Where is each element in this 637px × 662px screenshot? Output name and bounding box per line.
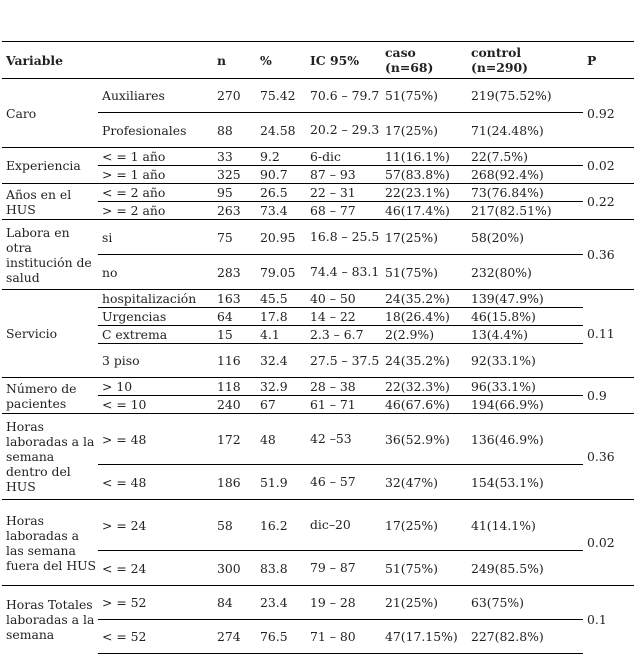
control-cell: 63(75%) — [467, 586, 583, 620]
variable-cell: Labora en otra institución de salud — [2, 220, 98, 290]
control-cell: 58(20%) — [467, 220, 583, 255]
pct-cell: 73.4 — [256, 202, 306, 220]
control-cell: 96(33.1%) — [467, 378, 583, 396]
control-cell: 268(92.4%) — [467, 166, 583, 184]
p-value-cell: 0.1 — [583, 586, 634, 654]
n-cell: 263 — [213, 202, 256, 220]
variable-cell: Horas laboradas a las semana fuera del HUS — [2, 500, 98, 586]
n-cell: 270 — [213, 79, 256, 113]
category-cell: < = 1 año — [98, 148, 213, 166]
table-row — [2, 220, 634, 255]
results-table — [2, 41, 634, 654]
n-cell: 58 — [213, 500, 256, 551]
ic-cell: 2.3 – 6.7 — [306, 326, 381, 344]
p-value-cell: 0.22 — [583, 184, 634, 220]
n-cell: 64 — [213, 308, 256, 326]
control-cell: 232(80%) — [467, 255, 583, 290]
caso-cell: 51(75%) — [381, 255, 467, 290]
caso-cell: 32(47%) — [381, 465, 467, 500]
pct-cell: 48 — [256, 414, 306, 465]
header-caso: caso (n=68) — [381, 42, 467, 79]
control-cell: 249(85.5%) — [467, 551, 583, 586]
variable-cell: Años en el HUS — [2, 184, 98, 220]
ic-cell: 28 – 38 — [306, 378, 381, 396]
table-row — [2, 290, 634, 308]
control-cell: 71(24.48%) — [467, 113, 583, 148]
pct-cell: 75.42 — [256, 79, 306, 113]
pct-cell: 67 — [256, 396, 306, 414]
caso-cell: 17(25%) — [381, 113, 467, 148]
category-cell: Profesionales — [98, 113, 213, 148]
category-cell: < = 24 — [98, 551, 213, 586]
category-cell: Auxiliares — [98, 79, 213, 113]
n-cell: 274 — [213, 620, 256, 654]
variable-cell: Caro — [2, 79, 98, 148]
n-cell: 84 — [213, 586, 256, 620]
pct-cell: 90.7 — [256, 166, 306, 184]
category-cell: si — [98, 220, 213, 255]
p-value-cell: 0.02 — [583, 500, 634, 586]
caso-cell: 22(23.1%) — [381, 184, 467, 202]
n-cell: 15 — [213, 326, 256, 344]
header-variable: Variable — [2, 42, 213, 79]
control-cell: 22(7.5%) — [467, 148, 583, 166]
ic-cell: 42 –53 — [306, 414, 381, 465]
n-cell: 95 — [213, 184, 256, 202]
header-n: n — [213, 42, 256, 79]
category-cell: > = 24 — [98, 500, 213, 551]
caso-cell: 2(2.9%) — [381, 326, 467, 344]
n-cell: 172 — [213, 414, 256, 465]
pct-cell: 20.95 — [256, 220, 306, 255]
table-row — [2, 500, 634, 551]
p-value-cell: 0.36 — [583, 220, 634, 290]
control-cell: 194(66.9%) — [467, 396, 583, 414]
ic-cell: 22 – 31 — [306, 184, 381, 202]
pct-cell: 17.8 — [256, 308, 306, 326]
control-cell: 92(33.1%) — [467, 344, 583, 378]
control-cell: 73(76.84%) — [467, 184, 583, 202]
category-cell: > 10 — [98, 378, 213, 396]
n-cell: 116 — [213, 344, 256, 378]
table-row — [2, 378, 634, 396]
control-cell: 217(82.51%) — [467, 202, 583, 220]
caso-cell: 24(35.2%) — [381, 290, 467, 308]
category-cell: < = 52 — [98, 620, 213, 654]
table-row — [2, 414, 634, 465]
caso-cell: 46(17.4%) — [381, 202, 467, 220]
table-row — [2, 586, 634, 620]
ic-cell: 6-dic — [306, 148, 381, 166]
ic-cell: dic–20 — [306, 500, 381, 551]
control-cell: 136(46.9%) — [467, 414, 583, 465]
p-value-cell: 0.36 — [583, 414, 634, 500]
control-cell: 13(4.4%) — [467, 326, 583, 344]
pct-cell: 24.58 — [256, 113, 306, 148]
pct-cell: 79.05 — [256, 255, 306, 290]
control-cell: 41(14.1%) — [467, 500, 583, 551]
pct-cell: 76.5 — [256, 620, 306, 654]
ic-cell: 61 – 71 — [306, 396, 381, 414]
header-row — [2, 42, 634, 79]
category-cell: hospitalización — [98, 290, 213, 308]
n-cell: 186 — [213, 465, 256, 500]
ic-cell: 71 – 80 — [306, 620, 381, 654]
header-pct: % — [256, 42, 306, 79]
ic-cell: 74.4 – 83.1 — [306, 255, 381, 290]
caso-cell: 24(35.2%) — [381, 344, 467, 378]
table-row — [2, 148, 634, 166]
variable-cell: Número de pacientes — [2, 378, 98, 414]
pct-cell: 51.9 — [256, 465, 306, 500]
n-cell: 75 — [213, 220, 256, 255]
p-value-cell: 0.9 — [583, 378, 634, 414]
ic-cell: 40 – 50 — [306, 290, 381, 308]
category-cell: no — [98, 255, 213, 290]
p-value-cell: 0.92 — [583, 79, 634, 148]
ic-cell: 27.5 – 37.5 — [306, 344, 381, 378]
category-cell: < = 2 año — [98, 184, 213, 202]
variable-cell: Servicio — [2, 290, 98, 378]
p-value-cell: 0.02 — [583, 148, 634, 184]
table-body — [2, 79, 634, 654]
ic-cell: 16.8 – 25.5 — [306, 220, 381, 255]
n-cell: 283 — [213, 255, 256, 290]
category-cell: > = 52 — [98, 586, 213, 620]
caso-cell: 46(67.6%) — [381, 396, 467, 414]
ic-cell: 14 – 22 — [306, 308, 381, 326]
pct-cell: 26.5 — [256, 184, 306, 202]
ic-cell: 70.6 – 79.7 — [306, 79, 381, 113]
table-row — [2, 79, 634, 113]
ic-cell: 19 – 28 — [306, 586, 381, 620]
caso-cell: 21(25%) — [381, 586, 467, 620]
header-p: P — [583, 42, 634, 79]
category-cell: > = 1 año — [98, 166, 213, 184]
ic-cell: 20.2 – 29.3 — [306, 113, 381, 148]
category-cell: < = 10 — [98, 396, 213, 414]
category-cell: Urgencias — [98, 308, 213, 326]
caso-cell: 57(83.8%) — [381, 166, 467, 184]
ic-cell: 79 – 87 — [306, 551, 381, 586]
category-cell: C extrema — [98, 326, 213, 344]
n-cell: 240 — [213, 396, 256, 414]
category-cell: 3 piso — [98, 344, 213, 378]
pct-cell: 32.4 — [256, 344, 306, 378]
category-cell: > = 2 año — [98, 202, 213, 220]
caso-cell: 36(52.9%) — [381, 414, 467, 465]
n-cell: 118 — [213, 378, 256, 396]
n-cell: 88 — [213, 113, 256, 148]
p-value-cell: 0.11 — [583, 290, 634, 378]
control-cell: 139(47.9%) — [467, 290, 583, 308]
control-cell: 227(82.8%) — [467, 620, 583, 654]
caso-cell: 18(26.4%) — [381, 308, 467, 326]
caso-cell: 51(75%) — [381, 551, 467, 586]
caso-cell: 11(16.1%) — [381, 148, 467, 166]
pct-cell: 4.1 — [256, 326, 306, 344]
ic-cell: 68 – 77 — [306, 202, 381, 220]
n-cell: 325 — [213, 166, 256, 184]
variable-cell: Horas laboradas a la semana dentro del HUS — [2, 414, 98, 500]
n-cell: 163 — [213, 290, 256, 308]
caso-cell: 47(17.15%) — [381, 620, 467, 654]
table-row — [2, 184, 634, 202]
pct-cell: 32.9 — [256, 378, 306, 396]
variable-cell: Horas Totales laboradas a la semana — [2, 586, 98, 654]
ic-cell: 46 – 57 — [306, 465, 381, 500]
category-cell: < = 48 — [98, 465, 213, 500]
caso-cell: 17(25%) — [381, 500, 467, 551]
caso-cell: 17(25%) — [381, 220, 467, 255]
n-cell: 33 — [213, 148, 256, 166]
control-cell: 154(53.1%) — [467, 465, 583, 500]
pct-cell: 23.4 — [256, 586, 306, 620]
ic-cell: 87 – 93 — [306, 166, 381, 184]
control-cell: 46(15.8%) — [467, 308, 583, 326]
n-cell: 300 — [213, 551, 256, 586]
pct-cell: 16.2 — [256, 500, 306, 551]
pct-cell: 45.5 — [256, 290, 306, 308]
caso-cell: 51(75%) — [381, 79, 467, 113]
category-cell: > = 48 — [98, 414, 213, 465]
header-ic: IC 95% — [306, 42, 381, 79]
variable-cell: Experiencia — [2, 148, 98, 184]
caso-cell: 22(32.3%) — [381, 378, 467, 396]
pct-cell: 83.8 — [256, 551, 306, 586]
pct-cell: 9.2 — [256, 148, 306, 166]
control-cell: 219(75.52%) — [467, 79, 583, 113]
header-control: control (n=290) — [467, 42, 583, 79]
